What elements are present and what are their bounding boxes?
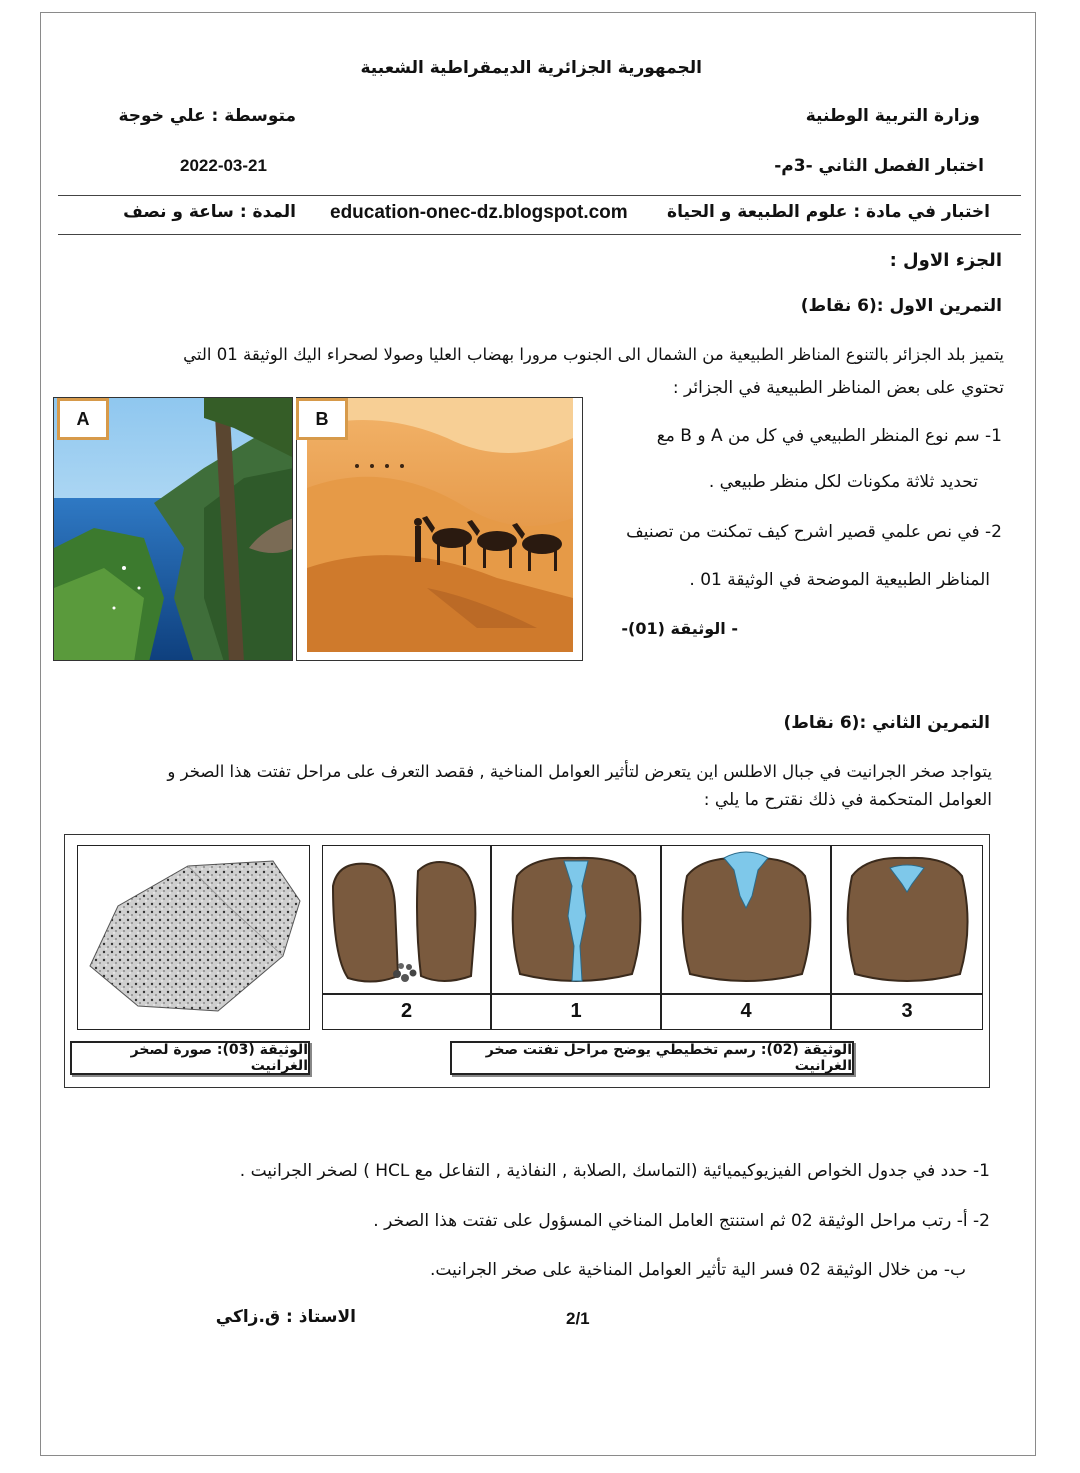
- stage-number-2: 2: [400, 1000, 413, 1022]
- question2-line1: 2- في نص علمي قصير اشرح كيف تمكنت من تصنيف: [626, 522, 1002, 542]
- page-border: [40, 12, 1036, 1456]
- document3-caption: الوثيقة (03): صورة لصخر الغرانيت: [70, 1041, 310, 1075]
- part1-title: الجزء الاول :: [889, 250, 1002, 271]
- photo-b-label: B: [296, 398, 348, 440]
- subject-label: اختبار في مادة : علوم الطبيعة و الحياة: [667, 202, 990, 222]
- rock-small-crack: [832, 846, 982, 993]
- granite-photo-cell: [77, 845, 310, 1030]
- granite-rock-image: [78, 846, 309, 1029]
- exercise2-intro-line1: يتواجد صخر الجرانيت في جبال الاطلس اين يتعرض لتأثير العوامل المناخية , فقصد التعرف على مراحل تفتت هذا الصخر و: [167, 762, 992, 781]
- page-number: 2/1: [566, 1309, 590, 1328]
- exercise2-question1: 1- حدد في جدول الخواص الفيزيوكيميائية (التماسك ,الصلابة , النفاذية , التفاعل مع HCL ) لصخر الجرانيت .: [239, 1161, 990, 1181]
- duration-label: المدة : ساعة و نصف: [123, 202, 296, 222]
- exercise1-title: التمرين الاول :(6 نقاط): [800, 296, 1002, 316]
- website-watermark: education-onec-dz.blogspot.com: [330, 202, 628, 223]
- stage-cell-4: [661, 845, 831, 994]
- photo-a-label: A: [57, 398, 109, 440]
- exercise2-question2b: ب- من خلال الوثيقة 02 فسر الية تأثير العوامل المناخية على صخر الجرانيت.: [430, 1260, 966, 1280]
- stage-cell-3: [831, 845, 983, 994]
- question1-line1: 1- سم نوع المنظر الطبيعي في كل من A و B مع: [656, 426, 1002, 446]
- exam-label: اختبار الفصل الثاني -3م-: [774, 156, 984, 176]
- question1-line2: تحديد ثلاثة مكونات لكل منظر طبيعي .: [708, 472, 978, 492]
- stage-number-cell-4: [661, 994, 831, 1030]
- rock-split-apart: [323, 846, 490, 993]
- stage-cell-1: [491, 845, 661, 994]
- stage-number-cell-3: [831, 994, 983, 1030]
- question2-line2: المناظر الطبيعية الموضحة في الوثيقة 01 .: [689, 570, 990, 590]
- exercise1-intro-line1: يتميز بلد الجزائر بالتنوع المناظر الطبيعية من الشمال الى الجنوب مرورا بهضاب العليا وصولا لصحراء اليك الوثيقة 01 التي: [183, 345, 1004, 364]
- school-label: متوسطة : علي خوجة: [118, 106, 296, 126]
- exercise2-intro-line2: العوامل المتحكمة في ذلك نقترح ما يلي :: [703, 790, 992, 810]
- stage-number-3: 3: [901, 1000, 913, 1022]
- document2-caption: الوثيقة (02): رسم تخطيطي يوضح مراحل تفتت صخر الغرانيت: [450, 1041, 854, 1075]
- stage-number-4: 4: [740, 1000, 752, 1022]
- exercise1-intro-line2: تحتوي على بعض المناظر الطبيعية في الجزائر :: [672, 378, 1004, 398]
- teacher-name: الاستاذ : ق.زاكي: [215, 1307, 356, 1327]
- exam-date: 2022-03-21: [180, 156, 267, 175]
- stage-number-cell-1: [491, 994, 661, 1030]
- header-rule-bottom: [58, 234, 1021, 235]
- rock-crack-filled: [662, 846, 830, 993]
- stage-cell-2: [322, 845, 491, 994]
- exercise2-question2a: 2- أ- رتب مراحل الوثيقة 02 ثم استنتج العامل المناخي المسؤول على تفتت هذا الصخر .: [373, 1211, 990, 1231]
- stage-number-cell-2: [322, 994, 491, 1030]
- stage-number-1: 1: [570, 1000, 582, 1022]
- rock-deep-crack-water: [492, 846, 660, 993]
- document1-label: - الوثيقة (01)-: [621, 619, 738, 638]
- exercise2-title: التمرين الثاني :(6 نقاط): [783, 713, 990, 733]
- ministry-label: وزارة التربية الوطنية: [805, 106, 980, 126]
- header-rule-top: [58, 195, 1021, 196]
- republic-title: الجمهورية الجزائرية الديمقراطية الشعبية: [360, 58, 702, 78]
